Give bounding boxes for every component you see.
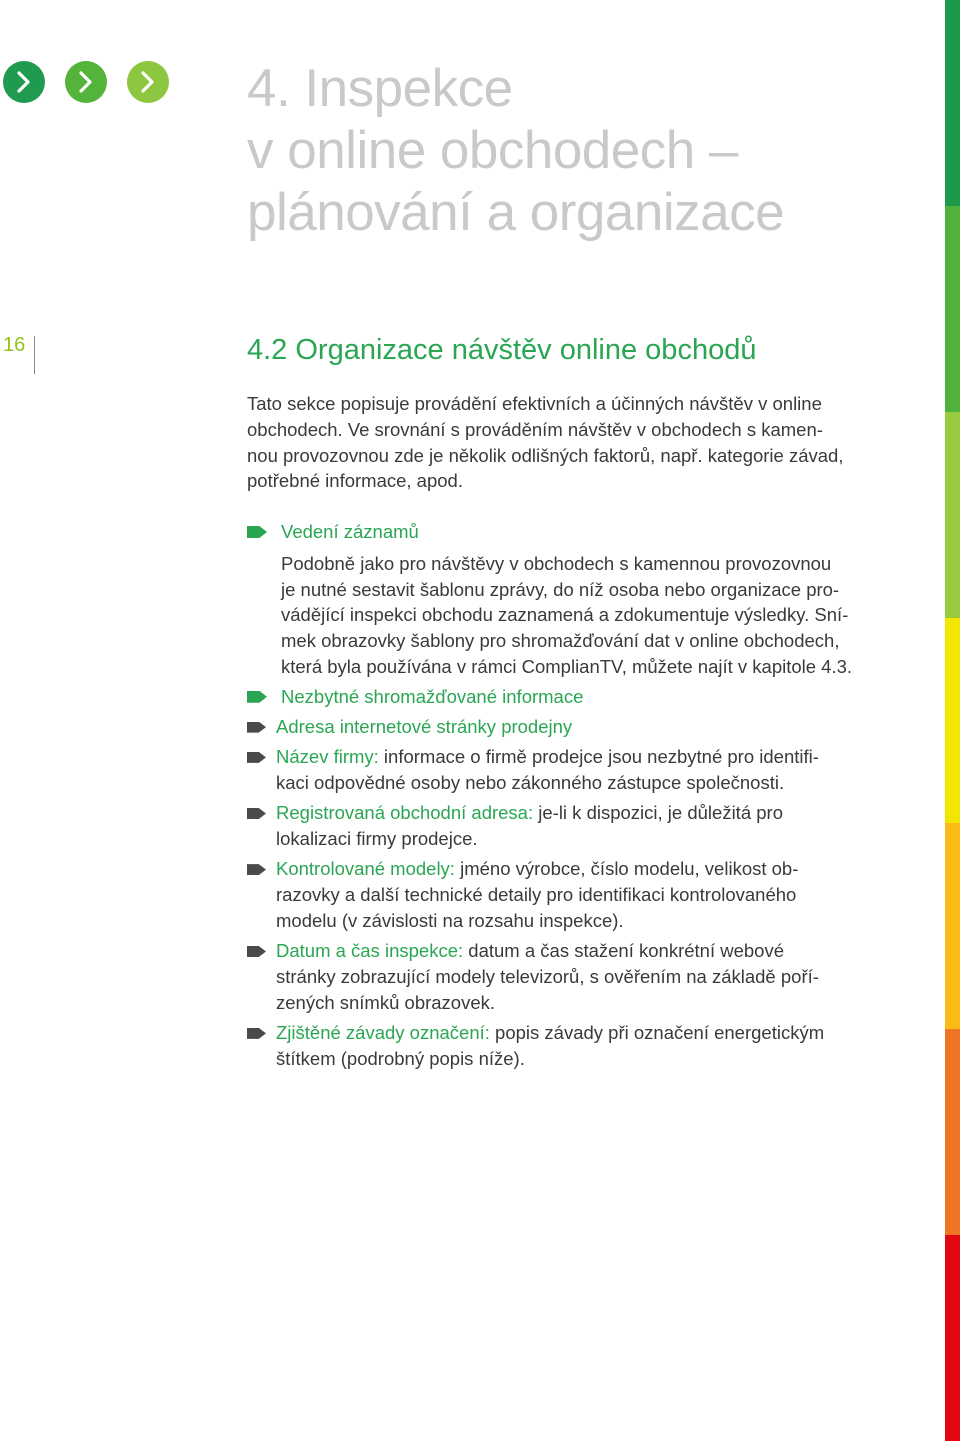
bullet-list (247, 519, 917, 1076)
body-line: která byla používána v rámci ComplianTV, můžete najít v kapitole 4.3. (281, 655, 853, 677)
sub-item-label: Datum a čas inspekce: (276, 939, 464, 961)
intro-line: obchodech. Ve srovnání s prováděním návštěv v obchodech s kamen- (247, 418, 823, 440)
intro-line: potřebné informace, apod. (247, 470, 463, 492)
sub-item-line: lokalizaci firmy prodejce. (276, 827, 478, 849)
body-line: Podobně jako pro návštěvy v obchodech s kamennou provozovnou (281, 552, 832, 574)
sub-item-line: stránky zobrazující modely televizorů, s ověřením na základě poří- (276, 965, 819, 987)
energy-band (945, 823, 960, 1029)
sub-item-text: datum a čas stažení konkrétní webové (463, 939, 784, 961)
sub-item-text: jméno výrobce, číslo modelu, velikost ob- (454, 858, 799, 880)
sub-item-line: modelu (v závislosti na rozsahu inspekce). (276, 909, 624, 931)
sub-item-text: popis závady při označení energetickým (489, 1021, 825, 1043)
section-heading: 4.2 Organizace návštěv online obchodů (247, 334, 757, 366)
intro-line: nou provozovnou zde je několik odlišných faktorů, např. kategorie závad, (247, 444, 844, 466)
energy-band (945, 618, 960, 824)
sub-item-inspected-models (247, 856, 917, 933)
chapter-title (247, 58, 784, 244)
sub-item-text: je-li k dispozici, je důležitá pro (533, 801, 783, 823)
bullet-record-keeping (247, 519, 917, 680)
sub-item-line (276, 744, 917, 770)
chapter-title-line: 4. Inspekce (247, 59, 513, 118)
energy-band (945, 0, 960, 206)
sub-item-text: informace o firmě prodejce jsou nezbytné pro identifi- (378, 745, 819, 767)
sub-item-label: Adresa internetové stránky prodejny (276, 715, 573, 737)
sub-item-label: Název firmy: (276, 745, 379, 767)
intro-line: Tato sekce popisuje provádění efektivních a účinných návštěv v online (247, 393, 822, 414)
energy-band (945, 1029, 960, 1235)
gray-bullet-icon (247, 946, 266, 957)
nav-arrows (3, 61, 169, 103)
energy-band (945, 206, 960, 412)
gray-bullet-icon (247, 722, 266, 733)
bullet-required-info (247, 684, 917, 710)
sub-item-inspection-datetime (247, 938, 917, 1015)
gray-bullet-icon (247, 808, 266, 819)
energy-band (945, 1235, 960, 1441)
sub-item-registered-address (247, 800, 917, 852)
required-info-sublist (247, 714, 917, 1072)
body-line: je nutné sestavit šablonu zprávy, do níž osoba nebo organizace pro- (281, 578, 840, 600)
energy-color-bar (945, 0, 960, 1441)
gray-bullet-icon (247, 752, 266, 763)
page-number-divider (34, 336, 35, 374)
sub-item-label: Registrovaná obchodní adresa: (276, 801, 534, 823)
green-bullet-icon (247, 691, 267, 703)
nav-arrow-2[interactable] (65, 61, 107, 103)
sub-item-line (276, 1020, 917, 1046)
sub-item-line (276, 800, 917, 826)
gray-bullet-icon (247, 1028, 266, 1039)
chapter-title-line: plánování a organizace (247, 183, 785, 242)
sub-item-label-defects (247, 1020, 917, 1072)
sub-item-line: kaci odpovědné osoby nebo zákonného zástupce společnosti. (276, 771, 785, 793)
chevron-right-icon (138, 70, 158, 94)
sub-item-line (276, 938, 917, 964)
sub-item-line (276, 856, 917, 882)
nav-arrow-3[interactable] (127, 61, 169, 103)
sub-item-label: Zjištěné závady označení: (276, 1021, 490, 1043)
nav-arrow-1[interactable] (3, 61, 45, 103)
bullet-title: Vedení záznamů (281, 521, 419, 542)
intro-paragraph (247, 391, 907, 494)
sub-item-label: Kontrolované modely: (276, 858, 455, 880)
bullet-title: Nezbytné shromažďované informace (281, 685, 584, 707)
gray-bullet-icon (247, 864, 266, 875)
page-number: 16 (3, 334, 26, 356)
body-line: mek obrazovky šablony pro shromažďování dat v online obchodech, (281, 630, 840, 652)
green-bullet-icon (247, 526, 267, 538)
chevron-right-icon (14, 70, 34, 94)
energy-band (945, 412, 960, 618)
sub-item-website-address (247, 714, 917, 740)
sub-item-line: razovky a další technické detaily pro identifikaci kontrolovaného (276, 883, 797, 905)
sub-item-line: zených snímků obrazovek. (276, 991, 496, 1013)
bullet-body (281, 551, 917, 680)
chapter-title-line: v online obchodech – (247, 121, 738, 180)
sub-item-company-name (247, 744, 917, 796)
chevron-right-icon (76, 70, 96, 94)
body-line: vádějící inspekci obchodu zaznamená a zdokumentuje výsledky. Sní- (281, 604, 849, 626)
sub-item-line: štítkem (podrobný popis níže). (276, 1047, 525, 1069)
sub-item-line (276, 714, 917, 740)
